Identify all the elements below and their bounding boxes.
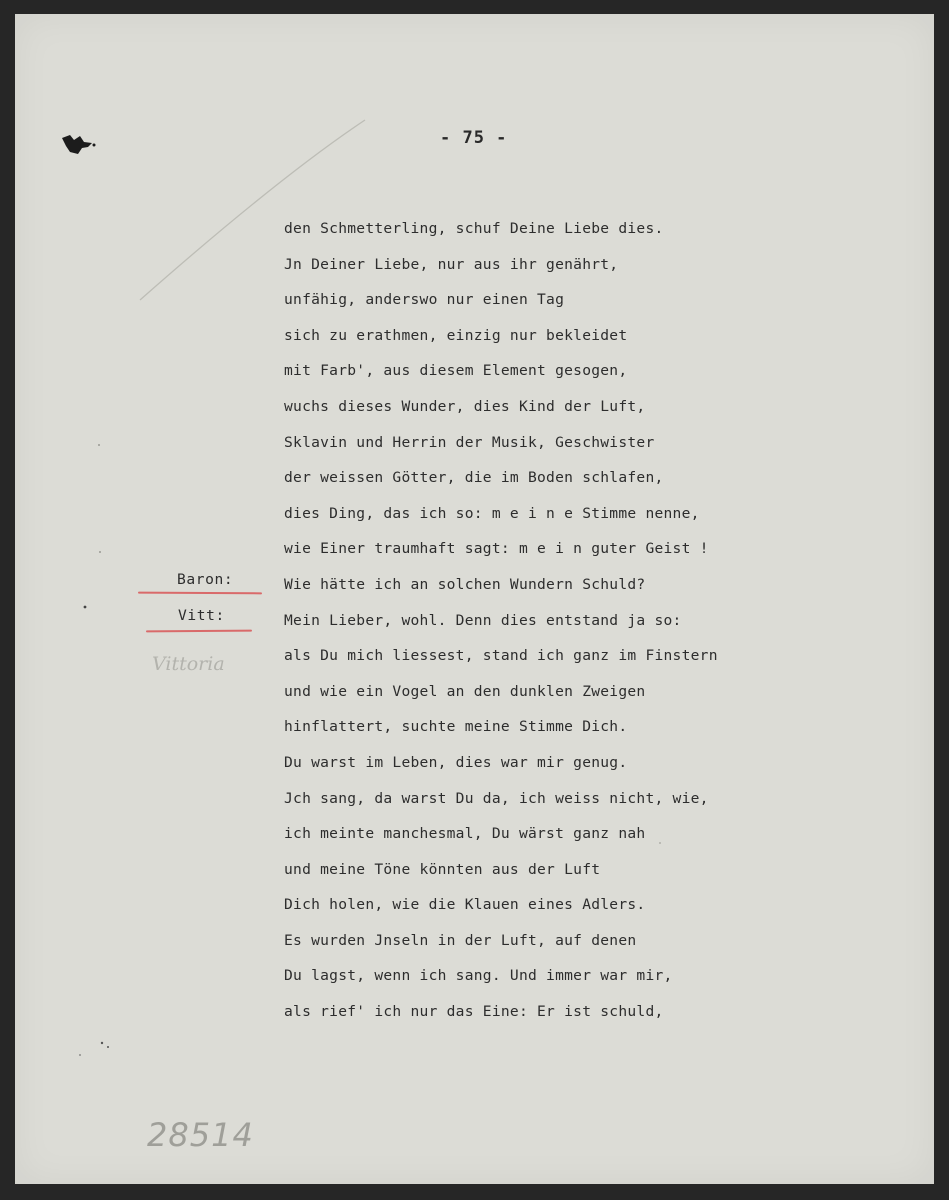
verse-line: unfähig, anderswo nur einen Tag bbox=[284, 291, 565, 309]
verse-line: dies Ding, das ich so: m e i n e Stimme nenne, bbox=[284, 504, 700, 522]
verse-line: als Du mich liessest, stand ich ganz im Finstern bbox=[284, 647, 718, 665]
verse-line: und wie ein Vogel an den dunklen Zweigen bbox=[284, 682, 646, 700]
verse-line: den Schmetterling, schuf Deine Liebe dies. bbox=[284, 220, 664, 237]
handwritten-note-text: Vittoria bbox=[152, 653, 225, 675]
archive-number-text: 28514 bbox=[147, 1116, 254, 1154]
verse-line: und meine Töne könnten aus der Luft bbox=[284, 860, 601, 878]
verse-line: Dich holen, wie die Klauen eines Adlers. bbox=[284, 896, 646, 914]
verse-line: mit Farb', aus diesem Element gesogen, bbox=[284, 362, 628, 380]
verse-line: der weissen Götter, die im Boden schlafen, bbox=[284, 469, 664, 487]
verse-line: Mein Lieber, wohl. Denn dies entstand ja so: bbox=[284, 611, 682, 629]
speaker-label-baron: Baron: bbox=[177, 571, 234, 588]
verse-line: Jch sang, da warst Du da, ich weiss nicht, wie, bbox=[284, 789, 709, 807]
speaker-label-vitt: Vitt: bbox=[178, 607, 225, 624]
verse-line: Es wurden Jnseln in der Luft, auf denen bbox=[284, 931, 637, 949]
verse-line: Wie hätte ich an solchen Wundern Schuld? bbox=[284, 575, 646, 593]
page-number: - 75 - bbox=[440, 128, 508, 148]
verse-line: hinflattert, suchte meine Stimme Dich. bbox=[284, 718, 628, 736]
verse-line: Sklavin und Herrin der Musik, Geschwister bbox=[284, 433, 655, 451]
verse-line: als rief' ich nur das Eine: Er ist schuld, bbox=[284, 1003, 664, 1021]
verse-line: sich zu erathmen, einzig nur bekleidet bbox=[284, 326, 628, 344]
verse-line: Jn Deiner Liebe, nur aus ihr genährt, bbox=[284, 255, 619, 273]
verse-line: wie Einer traumhaft sagt: m e i n guter Geist ! bbox=[284, 540, 709, 558]
verse-line: ich meinte manchesmal, Du wärst ganz nah bbox=[284, 825, 646, 843]
verse-line: Du lagst, wenn ich sang. Und immer war mir, bbox=[284, 967, 673, 985]
verse-line: wuchs dieses Wunder, dies Kind der Luft, bbox=[284, 397, 646, 415]
verse-line: Du warst im Leben, dies war mir genug. bbox=[284, 753, 628, 771]
